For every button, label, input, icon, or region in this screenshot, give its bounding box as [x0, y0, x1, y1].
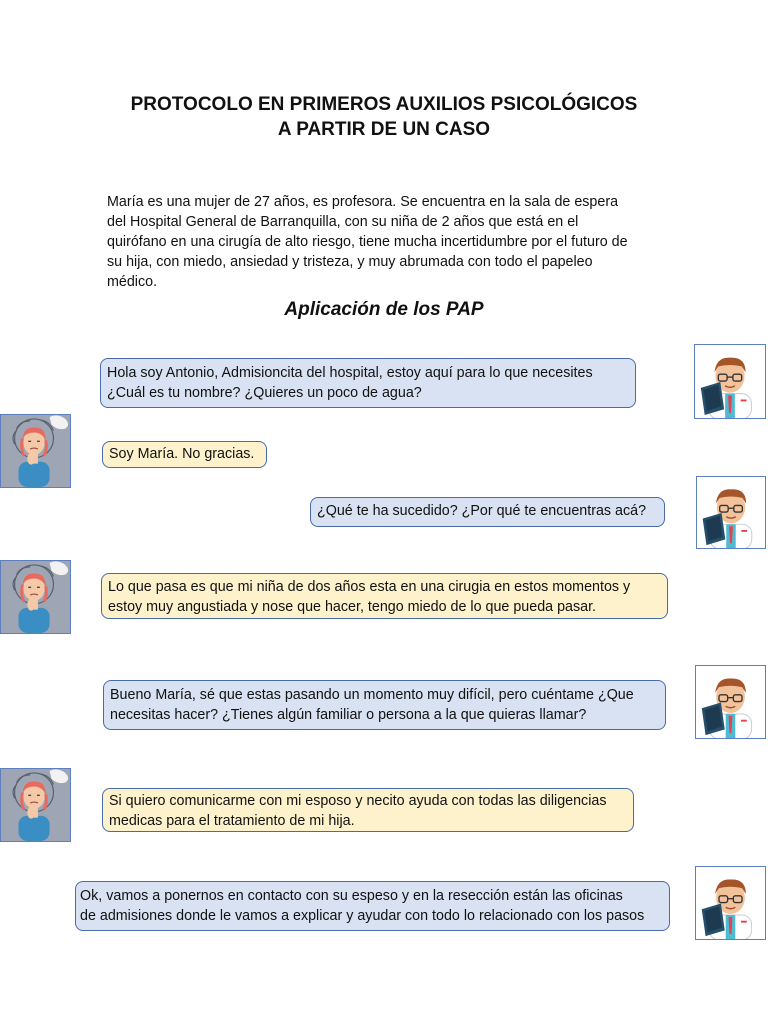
intro-line: quirófano en una cirugía de alto riesgo, tiene mucha incertidumbre por el futuro de — [107, 234, 628, 250]
intro-line: su hija, con miedo, ansiedad y tristeza, y muy abrumada con todo el papeleo — [107, 254, 593, 270]
speech-bubble-antonio — [103, 680, 666, 730]
bubble-line: ¿Cuál es tu nombre? ¿Quieres un poco de agua? — [107, 385, 422, 401]
speech-bubble-maria — [102, 441, 267, 468]
title-line: PROTOCOLO EN PRIMEROS AUXILIOS PSICOLÓGICOS — [130, 94, 638, 115]
document-title — [0, 92, 768, 142]
bubble-line: Si quiero comunicarme con mi esposo y necito ayuda con todas las diligencias — [109, 793, 607, 809]
anxious-woman-icon — [0, 414, 71, 488]
anxious-woman-icon — [0, 768, 71, 842]
doctor-with-tablet-icon — [696, 476, 766, 549]
bubble-line: necesitas hacer? ¿Tienes algún familiar o persona a la que quieras llamar? — [110, 707, 587, 723]
bubble-line: Soy María. No gracias. — [109, 446, 255, 462]
speech-bubble-maria — [101, 573, 668, 619]
bubble-line: Bueno María, sé que estas pasando un momento muy difícil, pero cuéntame ¿Que — [110, 687, 634, 703]
bubble-line: estoy muy angustiada y nose que hacer, tengo miedo de lo que pueda pasar. — [108, 599, 597, 615]
doctor-with-tablet-icon — [695, 665, 766, 739]
speech-bubble-antonio — [100, 358, 636, 408]
bubble-line: Ok, vamos a ponernos en contacto con su espeso y en la resección están las oficinas — [80, 888, 623, 904]
intro-line: médico. — [107, 274, 158, 290]
intro-line: del Hospital General de Barranquilla, con su niña de 2 años que está en el — [107, 214, 579, 230]
bubble-line: Lo que pasa es que mi niña de dos años esta en una cirugia en estos momentos y — [108, 579, 631, 595]
doctor-with-tablet-icon — [694, 344, 766, 419]
bubble-line: Hola soy Antonio, Admisioncita del hospital, estoy aquí para lo que necesites — [107, 365, 593, 381]
speech-bubble-antonio — [310, 497, 665, 527]
speech-bubble-antonio — [75, 881, 670, 931]
speech-bubble-maria — [102, 788, 634, 832]
bubble-line: de admisiones donde le vamos a explicar y ayudar con todo lo relacionado con los pasos — [80, 908, 645, 924]
anxious-woman-icon — [0, 560, 71, 634]
bubble-line: medicas para el tratamiento de mi hija. — [109, 813, 355, 829]
intro-line: María es una mujer de 27 años, es profesora. Se encuentra en la sala de espera — [107, 194, 619, 210]
case-description — [107, 192, 667, 292]
bubble-line: ¿Qué te ha sucedido? ¿Por qué te encuentras acá? — [317, 503, 647, 519]
title-line: A PARTIR DE UN CASO — [277, 119, 491, 140]
section-subtitle: Aplicación de los PAP — [284, 299, 484, 320]
doctor-with-tablet-icon — [695, 866, 766, 940]
